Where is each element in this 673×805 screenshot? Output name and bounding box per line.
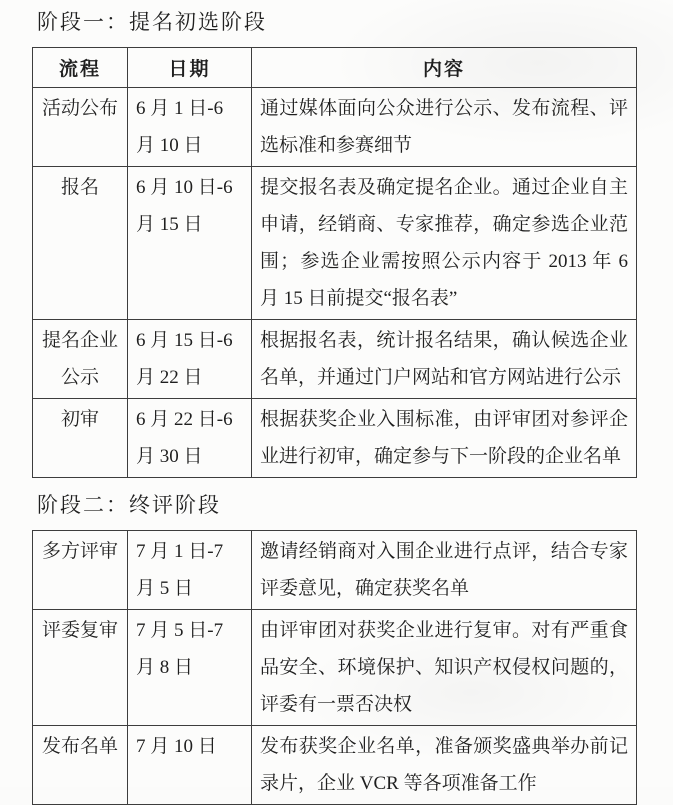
content-cell: 通过媒体面向公众进行公示、发布流程、评选标准和参赛细节: [252, 88, 637, 167]
process-cell: 活动公布: [33, 88, 128, 167]
process-cell: 发布名单: [33, 726, 128, 805]
table-row: [33, 88, 637, 167]
section-1-heading: 阶段一：提名初选阶段: [37, 10, 267, 34]
content-cell: 根据报名表，统计报名结果，确认候选企业名单，并通过门户网站和官方网站进行公示: [252, 320, 637, 399]
content-cell: 由评审团对获奖企业进行复审。对有严重食品安全、环境保护、知识产权侵权问题的，评委有一票否决权: [252, 610, 637, 726]
column-header-date: 日期: [128, 48, 252, 88]
date-cell: 7 月 10 日: [128, 726, 252, 805]
content-cell: 提交报名表及确定提名企业。通过企业自主申请，经销商、专家推荐，确定参选企业范围；参选企业需按照公示内容于 2013 年 6 月 15 日前提交“报名表”: [252, 167, 637, 320]
section-2-heading: 阶段二：终评阶段: [37, 493, 221, 517]
date-cell: 6 月 10 日-6 月 15 日: [128, 167, 252, 320]
content-cell: 发布获奖企业名单，准备颁奖盛典举办前记录片，企业 VCR 等各项准备工作: [252, 726, 637, 805]
content-cell: 根据获奖企业入围标准，由评审团对参评企业进行初审，确定参与下一阶段的企业名单: [252, 399, 637, 478]
content-cell: 邀请经销商对入围企业进行点评，结合专家评委意见，确定获奖名单: [252, 531, 637, 610]
table-row: [33, 167, 637, 320]
column-header-content: 内容: [252, 48, 637, 88]
table-row: [33, 726, 637, 805]
table-row: [33, 399, 637, 478]
process-cell: 评委复审: [33, 610, 128, 726]
date-cell: 6 月 1 日-6 月 10 日: [128, 88, 252, 167]
table-row: [33, 531, 637, 610]
date-cell: 6 月 15 日-6 月 22 日: [128, 320, 252, 399]
date-cell: 7 月 1 日-7 月 5 日: [128, 531, 252, 610]
table-row: [33, 610, 637, 726]
process-cell: 报名: [33, 167, 128, 320]
process-cell: 多方评审: [33, 531, 128, 610]
column-header-process: 流程: [33, 48, 128, 88]
process-cell: 提名企业公示: [33, 320, 128, 399]
process-cell: 初审: [33, 399, 128, 478]
date-cell: 6 月 22 日-6 月 30 日: [128, 399, 252, 478]
phase-1-schedule-table: [32, 47, 637, 478]
date-cell: 7 月 5 日-7 月 8 日: [128, 610, 252, 726]
table-row: [33, 320, 637, 399]
phase-2-schedule-table: [32, 530, 637, 805]
table-header-row: [33, 48, 637, 88]
